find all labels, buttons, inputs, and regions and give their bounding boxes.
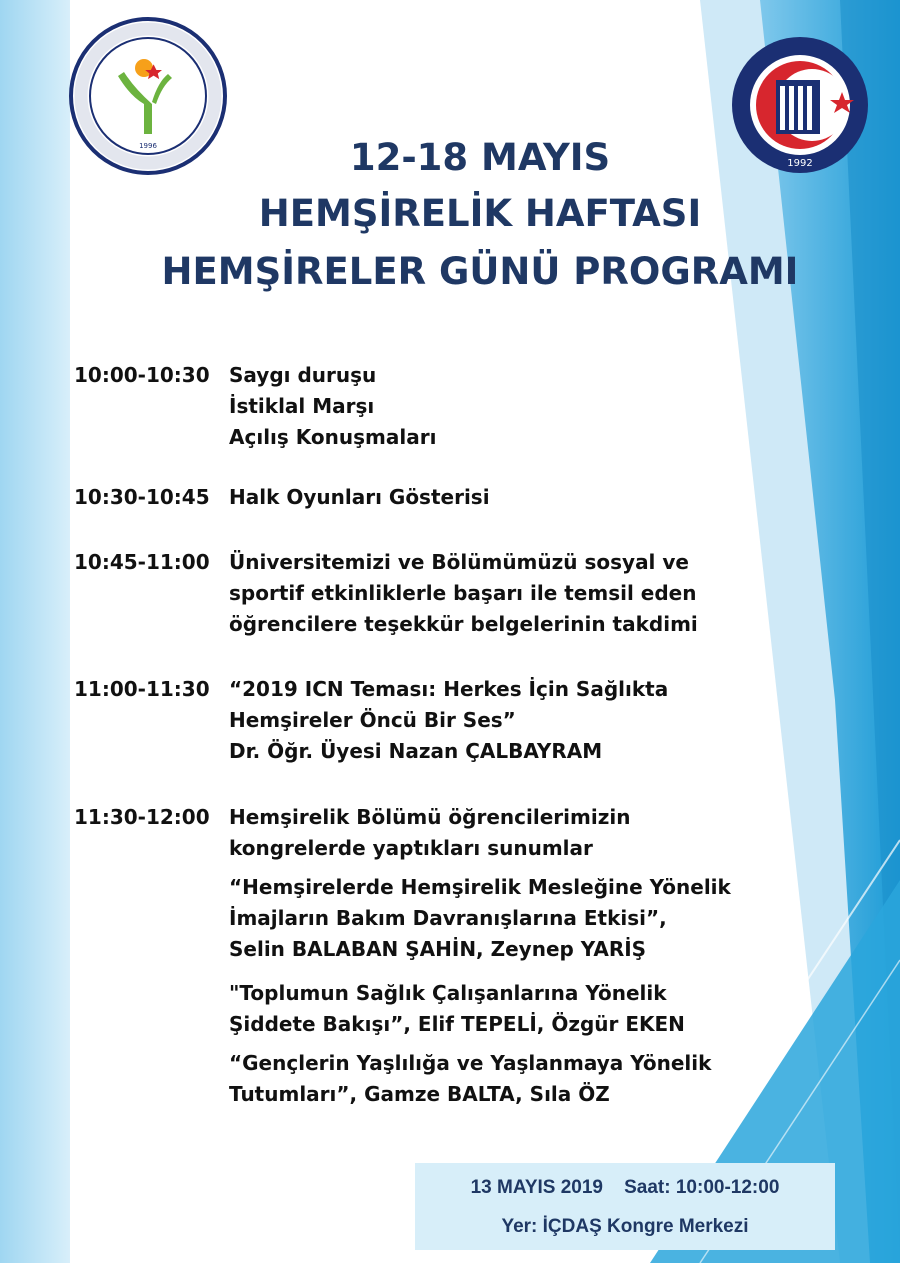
program-text: kongrelerde yaptıkları sunumlar xyxy=(229,836,593,860)
program-text: İstiklal Marşı xyxy=(229,394,375,418)
left-stripe xyxy=(0,0,70,1263)
event-venue: Yer: İÇDAŞ Kongre Merkezi xyxy=(501,1216,749,1237)
presentation-text: Selin BALABAN ŞAHİN, Zeynep YARİŞ xyxy=(229,937,647,961)
event-date-time xyxy=(415,1177,835,1199)
title-week: HEMŞİRELİK HAFTASI xyxy=(258,192,702,235)
program-time: 10:00-10:30 xyxy=(74,363,210,387)
presentation-text: Şiddete Bakışı”, Elif TEPELİ, Özgür EKEN xyxy=(229,1012,685,1036)
program-text: “2019 ICN Teması: Herkes İçin Sağlıkta xyxy=(229,677,669,701)
program-text: Hemşireler Öncü Bir Ses” xyxy=(229,708,516,732)
program-text: Halk Oyunları Gösterisi xyxy=(229,485,490,509)
program-text: öğrencilere teşekkür belgelerinin takdimi xyxy=(229,612,698,636)
program-time: 10:45-11:00 xyxy=(74,550,210,574)
program-text: Üniversitemizi ve Bölümümüzü sosyal ve xyxy=(229,550,689,574)
presentation-text: Tutumları”, Gamze BALTA, Sıla ÖZ xyxy=(229,1082,610,1106)
program-text: sportif etkinliklerle başarı ile temsil eden xyxy=(229,581,697,605)
presentation-item xyxy=(229,872,809,965)
event-date: 13 MAYIS 2019 xyxy=(470,1177,603,1198)
program-text: Açılış Konuşmaları xyxy=(229,425,437,449)
event-info-box xyxy=(415,1163,835,1250)
program-text: Saygı duruşu xyxy=(229,363,377,387)
program-time: 11:30-12:00 xyxy=(74,805,210,829)
presentation-text: İmajların Bakım Davranışlarına Etkisi”, xyxy=(229,906,667,930)
program-text: Dr. Öğr. Üyesi Nazan ÇALBAYRAM xyxy=(229,739,603,763)
title-dates: 12-18 MAYIS xyxy=(349,136,611,179)
title-program: HEMŞİRELER GÜNÜ PROGRAMI xyxy=(161,250,799,293)
logo-year: 1996 xyxy=(139,142,157,150)
program-time: 10:30-10:45 xyxy=(74,485,210,509)
logo-year: 1992 xyxy=(787,158,813,169)
program-time: 11:00-11:30 xyxy=(74,677,210,701)
presentation-item xyxy=(229,1048,809,1110)
presentation-text: “Gençlerin Yaşlılığa ve Yaşlanmaya Yönelik xyxy=(229,1051,712,1075)
program-text: Hemşirelik Bölümü öğrencilerimizin xyxy=(229,805,631,829)
presentation-text: "Toplumun Sağlık Çalışanlarına Yönelik xyxy=(229,981,667,1005)
event-time: Saat: 10:00-12:00 xyxy=(624,1177,780,1198)
presentation-text: “Hemşirelerde Hemşirelik Mesleğine Yönelik xyxy=(229,875,731,899)
presentation-item xyxy=(229,978,809,1040)
